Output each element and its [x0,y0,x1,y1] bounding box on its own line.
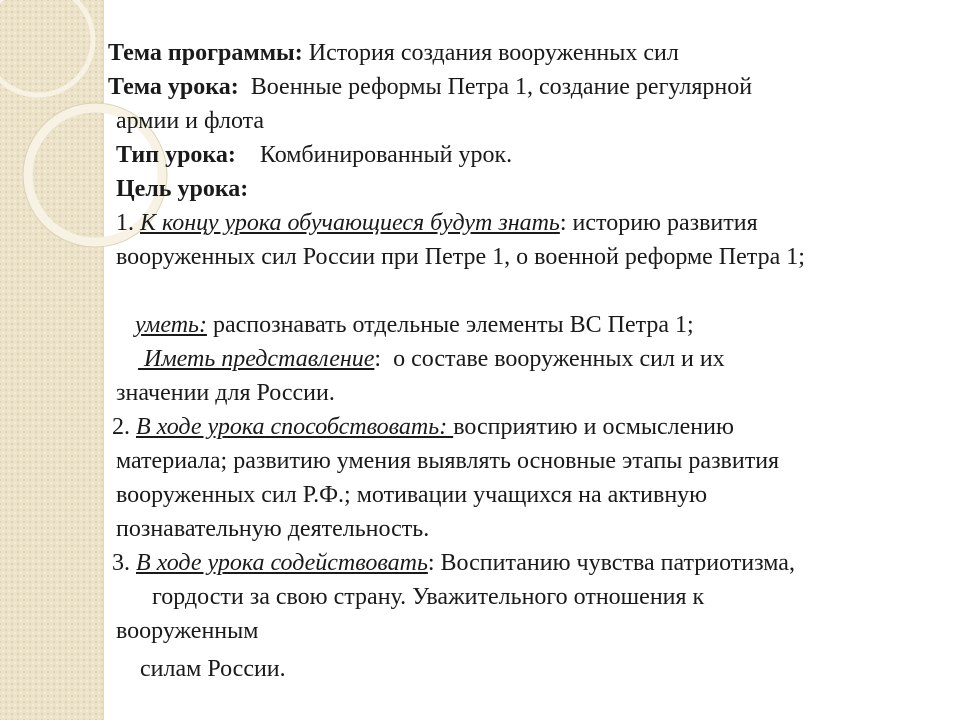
goal-1-number: 1. [116,210,140,236]
slide-body [100,36,940,686]
goal-1-line [100,206,940,240]
lesson-goal-heading: Цель урока: [116,176,249,202]
lesson-topic-label: Тема урока: [108,74,239,100]
goal-2-text: восприятию и осмыслению [453,414,734,440]
goal-3-number: 3. [112,550,136,576]
goal-3-title: В ходе урока содействовать [136,550,428,576]
goal-3-text: : Воспитанию чувства патриотизма, [427,550,795,576]
lesson-topic-continuation: армии и флота [116,108,265,134]
lesson-type-line [100,138,940,172]
goal-1-continuation: вооруженных сил России при Петре 1, о военной реформе Петра 1; [116,244,805,270]
idea-continuation: значении для России. [116,380,335,406]
goal-1-title: К концу урока обучающиеся будут знать [140,210,560,236]
goal-3-continuation-3: силам России. [140,656,286,682]
goal-3-continuation-1: гордости за свою страну. Уважительного отношения к [152,584,705,610]
goal-3-line [100,546,940,580]
goal-2-continuation-1: материала; развитию умения выявлять основные этапы развития [116,448,780,474]
lesson-topic-line [100,70,940,104]
goal-2-continuation-3: познавательную деятельность. [116,516,430,542]
program-topic-label: Тема программы: [108,40,303,66]
skill-text: распознавать отдельные элементы ВС Петра 1; [206,312,694,338]
goal-2-number: 2. [112,414,136,440]
goal-1-text: : историю развития [559,210,758,236]
small-ring [0,0,93,95]
goal-2-line [100,410,940,444]
skill-title: уметь: [135,312,207,338]
idea-text: : о составе вооруженных сил и их [374,346,725,372]
lesson-type-value: Комбинированный урок. [235,142,513,168]
idea-title: Иметь представление [138,346,375,372]
idea-line [100,342,940,376]
lesson-topic-value: Военные реформы Петра 1, создание регулярной [238,74,753,100]
goal-2-continuation-2: вооруженных сил Р.Ф.; мотивации учащихся на активную [116,482,708,508]
program-topic-line [100,36,940,70]
skill-line [100,308,940,342]
goal-3-continuation-2: вооруженным [116,618,259,644]
program-topic-value: История создания вооруженных сил [302,40,679,66]
lesson-type-label: Тип урока: [116,142,236,168]
goal-2-title: В ходе урока способствовать: [136,414,454,440]
